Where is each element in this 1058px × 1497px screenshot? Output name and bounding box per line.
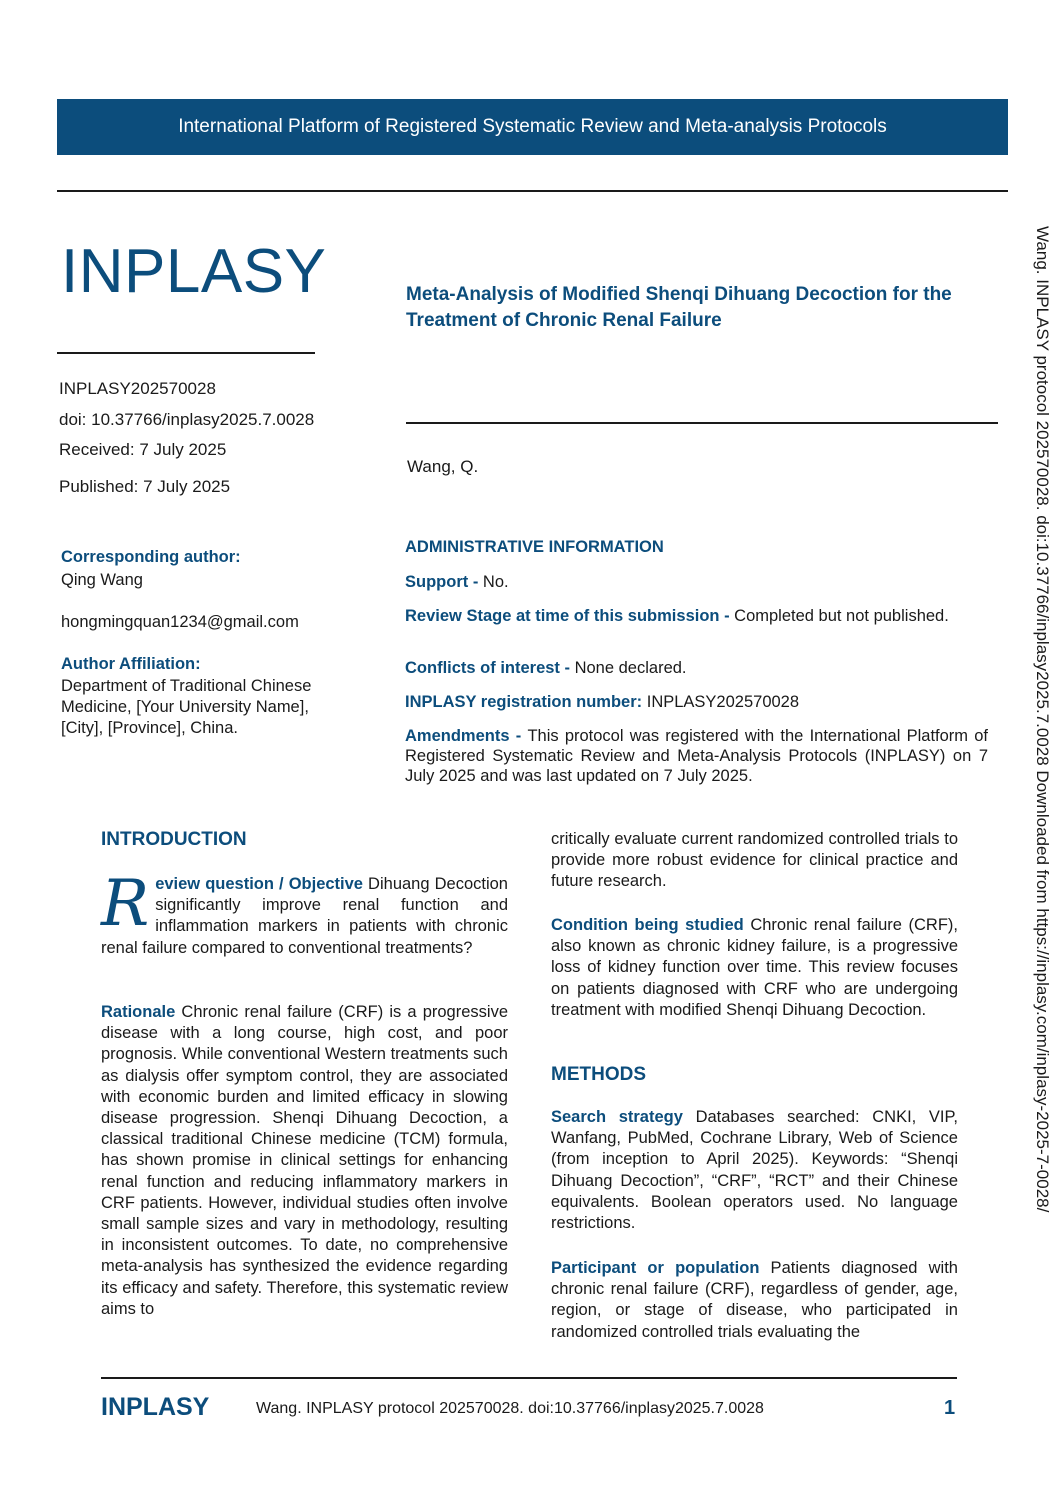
admin-heading: ADMINISTRATIVE INFORMATION bbox=[405, 538, 664, 556]
received-date: Received: 7 July 2025 bbox=[59, 440, 227, 459]
side-citation bbox=[1016, 226, 1056, 1306]
amendments-value: This protocol was registered with the International Platform of Registered Systematic Review and Meta-Analysis Protocols (INPLASY) on 7 July 2025 and was last updated on 7 July 2025. bbox=[405, 727, 988, 785]
registration-value: INPLASY202570028 bbox=[646, 693, 800, 711]
stage-value: Completed but not published. bbox=[734, 607, 949, 625]
conflicts-label: Conflicts of interest - bbox=[405, 659, 575, 677]
affiliation-label: Author Affiliation: bbox=[61, 655, 201, 673]
support-value: No. bbox=[482, 573, 509, 591]
registration-id: INPLASY202570028 bbox=[59, 379, 216, 398]
admin-support bbox=[405, 572, 988, 592]
title-divider bbox=[406, 422, 998, 424]
admin-amendments bbox=[405, 726, 988, 786]
authors: Wang, Q. bbox=[407, 457, 479, 476]
condition-paragraph bbox=[551, 915, 958, 1021]
support-label: Support - bbox=[405, 573, 483, 591]
conflicts-value: None declared. bbox=[574, 659, 687, 677]
article-title: Meta-Analysis of Modified Shenqi Dihuang Decoction for the Treatment of Chronic Renal Failure bbox=[406, 284, 952, 331]
dropcap: R bbox=[101, 867, 150, 941]
footer-divider bbox=[101, 1377, 957, 1379]
rationale-text: Chronic renal failure (CRF) is a progressive disease with a long course, high cost, and poor prognosis. While conventional Western treatments such as dialysis offer symptom control, they are associated with economic burden and limited efficacy in slowing disease progression. Shenqi Dihuang Decoction, a classical traditional Chinese medicine (TCM) formula, has shown promise in clinical settings for enhancing renal function and reducing inflammatory markers in CRF patients. However, individual studies often involve small sample sizes and vary in methodology, resulting in inconsistent outcomes. To date, no comprehensive meta-analysis has synthesized the evidence regarding its efficacy and safety. Therefore, this systematic review aims to bbox=[101, 1003, 508, 1318]
admin-registration bbox=[405, 692, 988, 712]
rationale-paragraph bbox=[101, 1002, 508, 1320]
registration-label: INPLASY registration number: bbox=[405, 693, 647, 711]
author-email[interactable]: hongmingquan1234@gmail.com bbox=[61, 613, 299, 631]
footer-brand: INPLASY bbox=[101, 1393, 210, 1421]
corresponding-author-name: Qing Wang bbox=[61, 571, 143, 589]
review-question-label: eview question / Objective bbox=[155, 875, 363, 893]
doi: doi: 10.37766/inplasy2025.7.0028 bbox=[59, 410, 315, 429]
admin-conflicts bbox=[405, 658, 988, 678]
brand-divider bbox=[57, 352, 315, 354]
search-strategy-paragraph bbox=[551, 1107, 958, 1234]
introduction-heading: INTRODUCTION bbox=[101, 829, 247, 850]
affiliation-text: Department of Traditional Chinese Medicine, [Your University Name], [City], [Province], China. bbox=[61, 677, 312, 737]
amendments-label: Amendments - bbox=[405, 727, 528, 745]
admin-stage bbox=[405, 606, 988, 626]
brand-logo: INPLASY bbox=[61, 237, 327, 306]
review-question-paragraph bbox=[101, 867, 508, 959]
top-divider bbox=[57, 190, 1008, 192]
participant-paragraph bbox=[551, 1258, 958, 1343]
rationale-continued: critically evaluate current randomized controlled trials to provide more robust evidence for clinical practice and future research. bbox=[551, 830, 958, 891]
footer-citation: Wang. INPLASY protocol 202570028. doi:10.37766/inplasy2025.7.0028 bbox=[256, 1400, 764, 1417]
search-strategy-text: Databases searched: CNKI, VIP, Wanfang, PubMed, Cochrane Library, Web of Science (from inception to April 2025). Keywords: “Shenqi Dihuang Decoction”, “CRF”, “RCT” and their Chinese equivalents. Boolean operators used. No language restrictions. bbox=[551, 1108, 958, 1233]
condition-label: Condition being studied bbox=[551, 916, 744, 934]
stage-label: Review Stage at time of this submission - bbox=[405, 607, 735, 625]
rationale-label: Rationale bbox=[101, 1003, 176, 1021]
review-question-text: Dihuang Decoction significantly improve renal function and inflammation markers in patients with chronic renal failure compared to conventional treatments? bbox=[101, 875, 508, 957]
search-strategy-label: Search strategy bbox=[551, 1108, 683, 1126]
page-number: 1 bbox=[944, 1397, 956, 1419]
participant-label: Participant or population bbox=[551, 1259, 760, 1277]
header-banner: International Platform of Registered Systematic Review and Meta-analysis Protocols bbox=[57, 99, 1008, 155]
condition-text: Chronic renal failure (CRF), also known as chronic kidney failure, is a progressive loss of kidney function over time. This review focuses on patients diagnosed with CRF who are undergoing treatment with modified Shenqi Dihuang Decoction. bbox=[551, 916, 959, 1019]
published-date: Published: 7 July 2025 bbox=[59, 477, 231, 496]
methods-heading: METHODS bbox=[551, 1064, 646, 1085]
side-citation-text[interactable]: Wang. INPLASY protocol 202570028. doi:10.37766/inplasy2025.7.0028 Downloaded from https://inplasy.com/inplasy-2025-7-0028/ bbox=[1033, 226, 1052, 1213]
participant-text: Patients diagnosed with chronic renal failure (CRF), regardless of gender, age, region, or stage of disease, who participated in randomized controlled trials evaluating the bbox=[551, 1259, 958, 1341]
corresponding-author-label: Corresponding author: bbox=[61, 548, 241, 566]
